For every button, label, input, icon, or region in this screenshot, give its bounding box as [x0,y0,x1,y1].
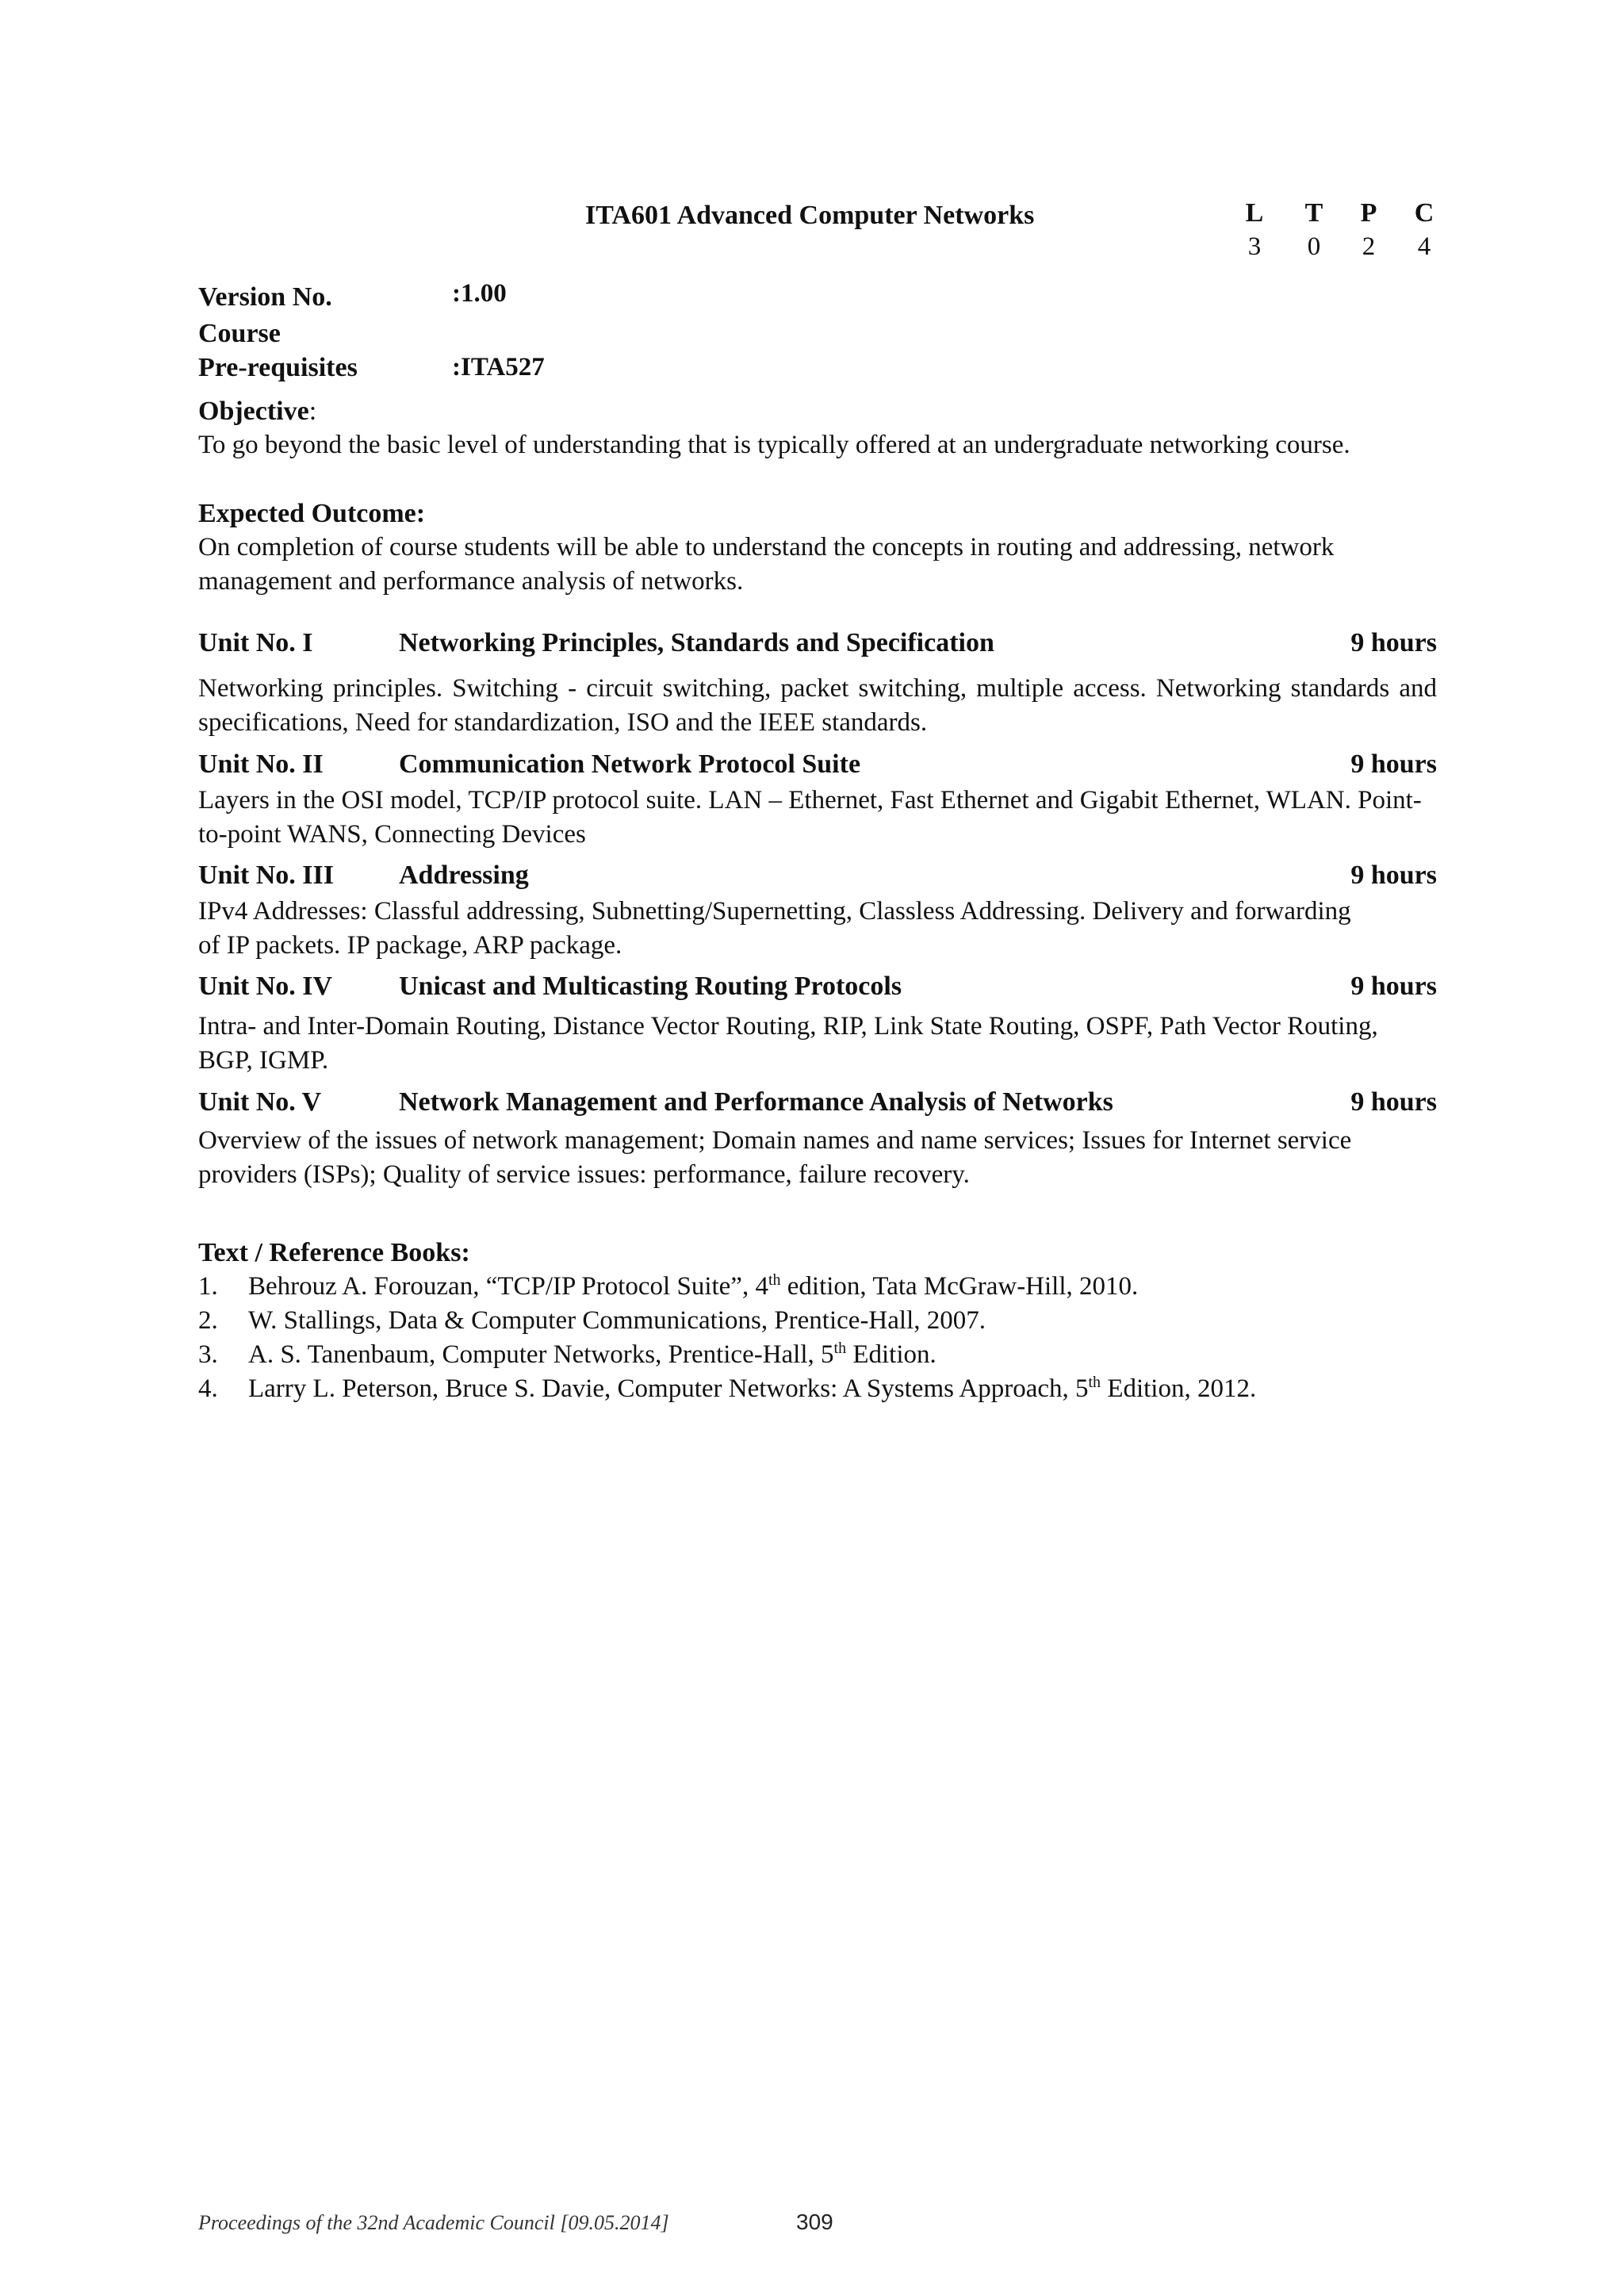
ltpc-header-c: C [1414,198,1434,228]
reference-number: 3. [198,1340,218,1369]
reference-text: Larry L. Peterson, Bruce S. Davie, Computer Networks: A Systems Approach, 5th Edition, 2012. [248,1374,1257,1403]
prereq-label: Pre-requisites [198,353,358,382]
course-label: Course [198,319,281,348]
ltpc-value-c: 4 [1417,232,1431,261]
unit-1-hours: 9 hours [1350,628,1437,657]
unit-5-header [198,1087,1437,1122]
unit-2-title: Communication Network Protocol Suite [399,749,861,779]
unit-3-header [198,861,1437,895]
reference-number: 2. [198,1306,218,1335]
course-title: ITA601 Advanced Computer Networks [585,201,1035,230]
unit-1-title: Networking Principles, Standards and Specification [399,628,994,657]
reference-number: 1. [198,1272,218,1301]
ltpc-header-t: T [1304,198,1323,228]
ltpc-header-p: P [1360,198,1377,228]
references-heading: Text / Reference Books: [198,1238,470,1267]
page-number: 309 [796,2210,833,2234]
unit-3-content: IPv4 Addresses: Classful addressing, Subnetting/Supernetting, Classless Addressing. Delivery and forwarding of IP packets. IP package, ARP package. [198,897,1351,960]
ltpc-value-l: 3 [1247,232,1262,261]
unit-2-number: Unit No. II [198,749,324,779]
objective-colon: : [308,397,317,426]
unit-4-number: Unit No. IV [198,972,333,1001]
unit-5-title: Network Management and Performance Analysis of Networks [399,1087,1113,1117]
outcome-text: On completion of course students will be able to understand the concepts in routing and addressing, network management and performance analysis of networks. [198,533,1335,596]
unit-2-hours: 9 hours [1350,749,1437,779]
unit-2-content: Layers in the OSI model, TCP/IP protocol suite. LAN – Ethernet, Fast Ethernet and Gigabit Ethernet, WLAN. Point-to-point WANS, Connecting Devices [198,786,1422,849]
ltpc-value-t: 0 [1307,232,1321,261]
prereq-value: :ITA527 [452,353,545,381]
footer-proceedings: Proceedings of the 32nd Academic Council [09.05.2014] [198,2211,669,2234]
unit-3-number: Unit No. III [198,861,334,890]
version-value: :1.00 [452,279,507,308]
unit-4-content: Intra- and Inter-Domain Routing, Distance Vector Routing, RIP, Link State Routing, OSPF, Path Vector Routing, BGP, IGMP. [198,1012,1378,1075]
unit-1-content: Networking principles. Switching - circuit switching, packet switching, multiple access. Networking standards and specifications, Need for standardization, ISO and the IEEE standards. [198,674,1437,737]
unit-5-hours: 9 hours [1350,1087,1437,1117]
objective-heading [198,394,316,428]
reference-number: 4. [198,1374,218,1403]
unit-4-title: Unicast and Multicasting Routing Protocols [399,972,902,1001]
objective-text: To go beyond the basic level of understanding that is typically offered at an undergraduate networking course. [198,431,1350,459]
unit-1-number: Unit No. I [198,628,313,657]
version-label: Version No. [198,282,332,312]
unit-5-content: Overview of the issues of network management; Domain names and name services; Issues for Internet service providers (ISPs); Quality of service issues: performance, failure recovery. [198,1126,1352,1189]
unit-2-header [198,749,1437,784]
ltpc-value-p: 2 [1362,232,1376,261]
unit-4-header [198,972,1437,1006]
outcome-heading: Expected Outcome: [198,499,426,528]
reference-text: A. S. Tanenbaum, Computer Networks, Prentice-Hall, 5th Edition. [248,1340,936,1369]
unit-4-hours: 9 hours [1350,972,1437,1001]
ltpc-header-l: L [1245,198,1264,228]
unit-1-header [198,628,1437,663]
objective-heading-text: Objective [198,397,309,426]
reference-text: W. Stallings, Data & Computer Communications, Prentice-Hall, 2007. [248,1306,986,1335]
unit-3-hours: 9 hours [1350,861,1437,890]
unit-3-title: Addressing [399,861,529,890]
reference-text: Behrouz A. Forouzan, “TCP/IP Protocol Suite”, 4th edition, Tata McGraw-Hill, 2010. [248,1271,1139,1301]
unit-5-number: Unit No. V [198,1087,322,1117]
